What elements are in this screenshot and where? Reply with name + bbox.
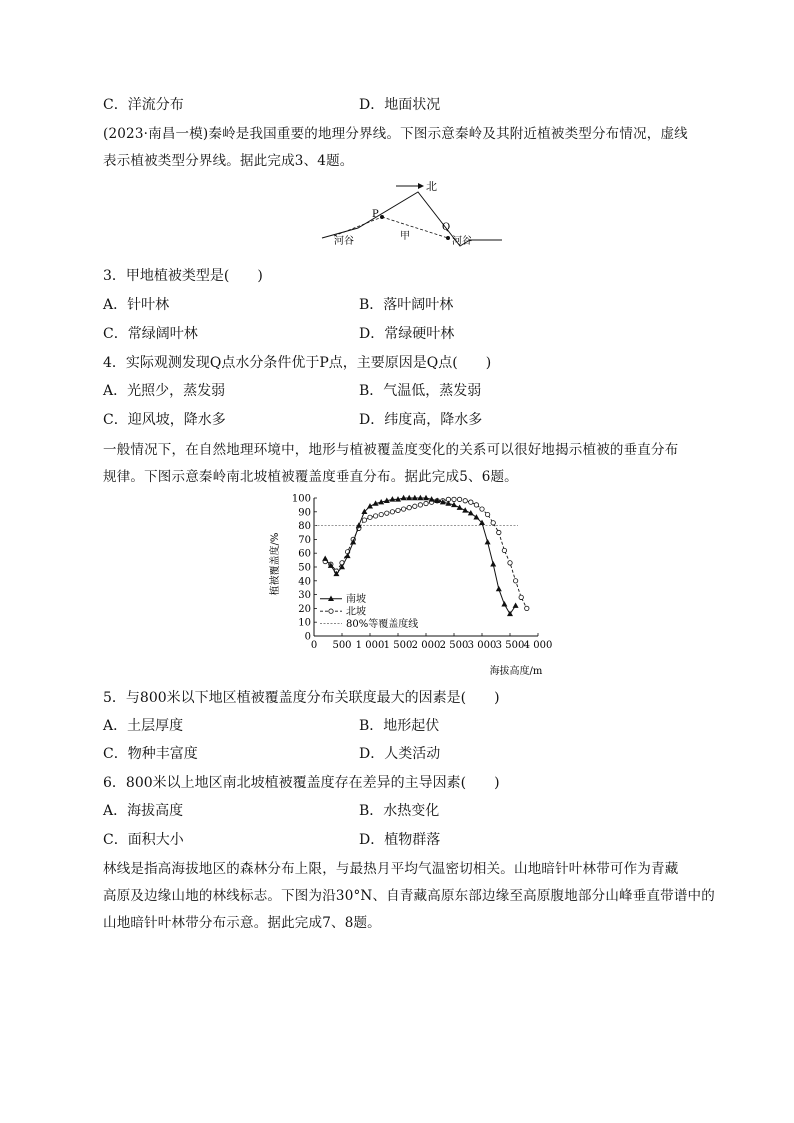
north-slope-point [508, 561, 512, 565]
north-slope-point [519, 595, 523, 599]
x-tick-label: 4 000 [523, 640, 553, 651]
intro3-line2: 高原及边缘山地的林线标志。下图为沿30°N、自青藏高原东部边缘至高原腹地部分山峰垂直带谱中的 [103, 888, 715, 904]
north-slope-point [463, 499, 467, 503]
y-tick-label: 0 [304, 631, 311, 643]
legend-ref-label: 80%等覆盖度线 [346, 619, 419, 631]
intro2-line2: 规律。下图示意秦岭南北坡植被覆盖度垂直分布。据此完成5、6题。 [103, 469, 518, 485]
y-tick-label: 10 [298, 617, 311, 629]
q3-option-d: D．常绿硬叶林 [359, 326, 455, 342]
south-slope-point [473, 514, 479, 519]
vegetation-boundary [382, 217, 451, 238]
north-slope-point [390, 510, 394, 514]
jia-label: 甲 [400, 231, 410, 242]
x-tick-label: 500 [332, 640, 352, 651]
y-axis-title: 植被覆盖度/% [270, 532, 281, 596]
north-slope-point [385, 511, 389, 515]
south-slope-point [485, 539, 491, 544]
intro1-line1: (2023·南昌一模)秦岭是我国重要的地理分界线。下图示意秦岭及其附近植被类型分布情况，虚线 [103, 126, 688, 142]
q3-option-c: C．常绿阔叶林 [103, 326, 198, 342]
q6-option-d: D．植物群落 [359, 832, 441, 848]
q4-option-c: C．迎风坡，降水多 [103, 412, 226, 428]
prev-option-d: D．地面状况 [359, 97, 441, 113]
north-slope-point [452, 497, 456, 501]
north-slope-point [485, 512, 489, 516]
q4-option-d: D．纬度高，降水多 [359, 412, 483, 428]
x-tick-label: 1 500 [383, 640, 413, 651]
south-slope-point [501, 601, 507, 606]
q5-stem: 5．与800米以下地区植被覆盖度分布关联度最大的因素是( ) [103, 690, 500, 706]
intro3-line1: 林线是指高海拔地区的森林分布上限，与最热月平均气温密切相关。山地暗针叶林带可作为青藏 [103, 861, 679, 877]
x-tick-label: 2 500 [439, 640, 469, 651]
north-slope-point [396, 508, 400, 512]
y-tick-label: 50 [298, 562, 311, 574]
y-tick-label: 100 [291, 493, 311, 505]
x-tick-label: 2 000 [411, 640, 441, 651]
valley-left-label: 河谷 [334, 236, 354, 247]
y-tick-label: 20 [298, 603, 311, 615]
north-slope-point [474, 503, 478, 507]
y-tick-label: 60 [298, 548, 311, 560]
q5-option-b: B．地形起伏 [359, 718, 440, 734]
q-label: Q [442, 222, 451, 233]
q6-stem: 6．800米以上地区南北坡植被覆盖度存在差异的主导因素( ) [103, 775, 500, 791]
valley-right-label: 河谷 [452, 236, 472, 247]
p-label: P [372, 209, 379, 220]
north-slope-line [325, 499, 527, 608]
vegetation-coverage-chart [262, 486, 562, 684]
legend-south-label: 南坡 [346, 594, 366, 606]
y-tick-label: 90 [298, 507, 311, 519]
q3-option-b: B．落叶阔叶林 [359, 297, 454, 313]
q5-option-c: C．物种丰富度 [103, 746, 198, 762]
x-tick-label: 3 500 [495, 640, 525, 651]
north-slope-point [362, 518, 366, 522]
north-slope-point [497, 530, 501, 534]
q4-option-b: B．气温低，蒸发弱 [359, 383, 482, 399]
q6-option-b: B．水热变化 [359, 803, 440, 819]
intro3-line3: 山地暗针叶林带分布示意。据此完成7、8题。 [103, 915, 381, 931]
north-slope-point [379, 512, 383, 516]
north-slope-point [491, 521, 495, 525]
q6-option-c: C．面积大小 [103, 832, 184, 848]
north-slope-point [502, 548, 506, 552]
q3-stem: 3．甲地植被类型是( ) [103, 268, 263, 284]
north-slope-point [413, 504, 417, 508]
q6-option-a: A．海拔高度 [103, 803, 184, 819]
prev-option-c: C．洋流分布 [103, 97, 184, 113]
south-slope-point [490, 561, 496, 566]
y-tick-label: 30 [298, 590, 311, 602]
point-q [446, 236, 450, 240]
y-tick-label: 80 [298, 521, 311, 533]
x-tick-label: 3 000 [467, 640, 497, 651]
south-slope-point [513, 602, 519, 607]
x-tick-label: 1 000 [355, 640, 385, 651]
q5-option-d: D．人类活动 [359, 746, 441, 762]
q4-option-a: A．光照少，蒸发弱 [103, 383, 226, 399]
qinling-profile-diagram [320, 176, 510, 256]
north-slope-point [457, 497, 461, 501]
south-slope-point [496, 586, 502, 591]
north-slope-point [424, 501, 428, 505]
north-slope-point [368, 515, 372, 519]
intro2-line1: 一般情况下，在自然地理环境中，地形与植被覆盖度变化的关系可以很好地揭示植被的垂直分布 [103, 442, 679, 458]
q4-stem: 4．实际观测发现Q点水分条件优于P点，主要原因是Q点( ) [103, 355, 492, 371]
north-slope-point [401, 507, 405, 511]
legend-south-marker [328, 596, 334, 601]
south-slope-point [322, 556, 328, 561]
x-tick-label: 0 [310, 640, 318, 651]
north-label: 北 [426, 180, 437, 193]
north-slope-point [418, 503, 422, 507]
y-tick-label: 70 [298, 534, 311, 546]
north-slope-point [513, 579, 517, 583]
legend-north-label: 北坡 [346, 606, 366, 618]
x-axis-title: 海拔高度/m [489, 666, 543, 677]
south-slope-point [345, 553, 351, 558]
north-slope-point [469, 500, 473, 504]
q3-option-a: A．针叶林 [103, 297, 170, 313]
north-slope-point [525, 606, 529, 610]
north-slope-point [480, 507, 484, 511]
intro1-line2: 表示植被类型分界线。据此完成3、4题。 [103, 153, 354, 169]
north-slope-point [373, 514, 377, 518]
legend-north-marker [329, 609, 333, 613]
point-p [380, 215, 384, 219]
q5-option-a: A．土层厚度 [103, 718, 184, 734]
y-tick-label: 40 [298, 576, 311, 588]
north-slope-point [407, 505, 411, 509]
north-arrowhead [418, 183, 424, 189]
